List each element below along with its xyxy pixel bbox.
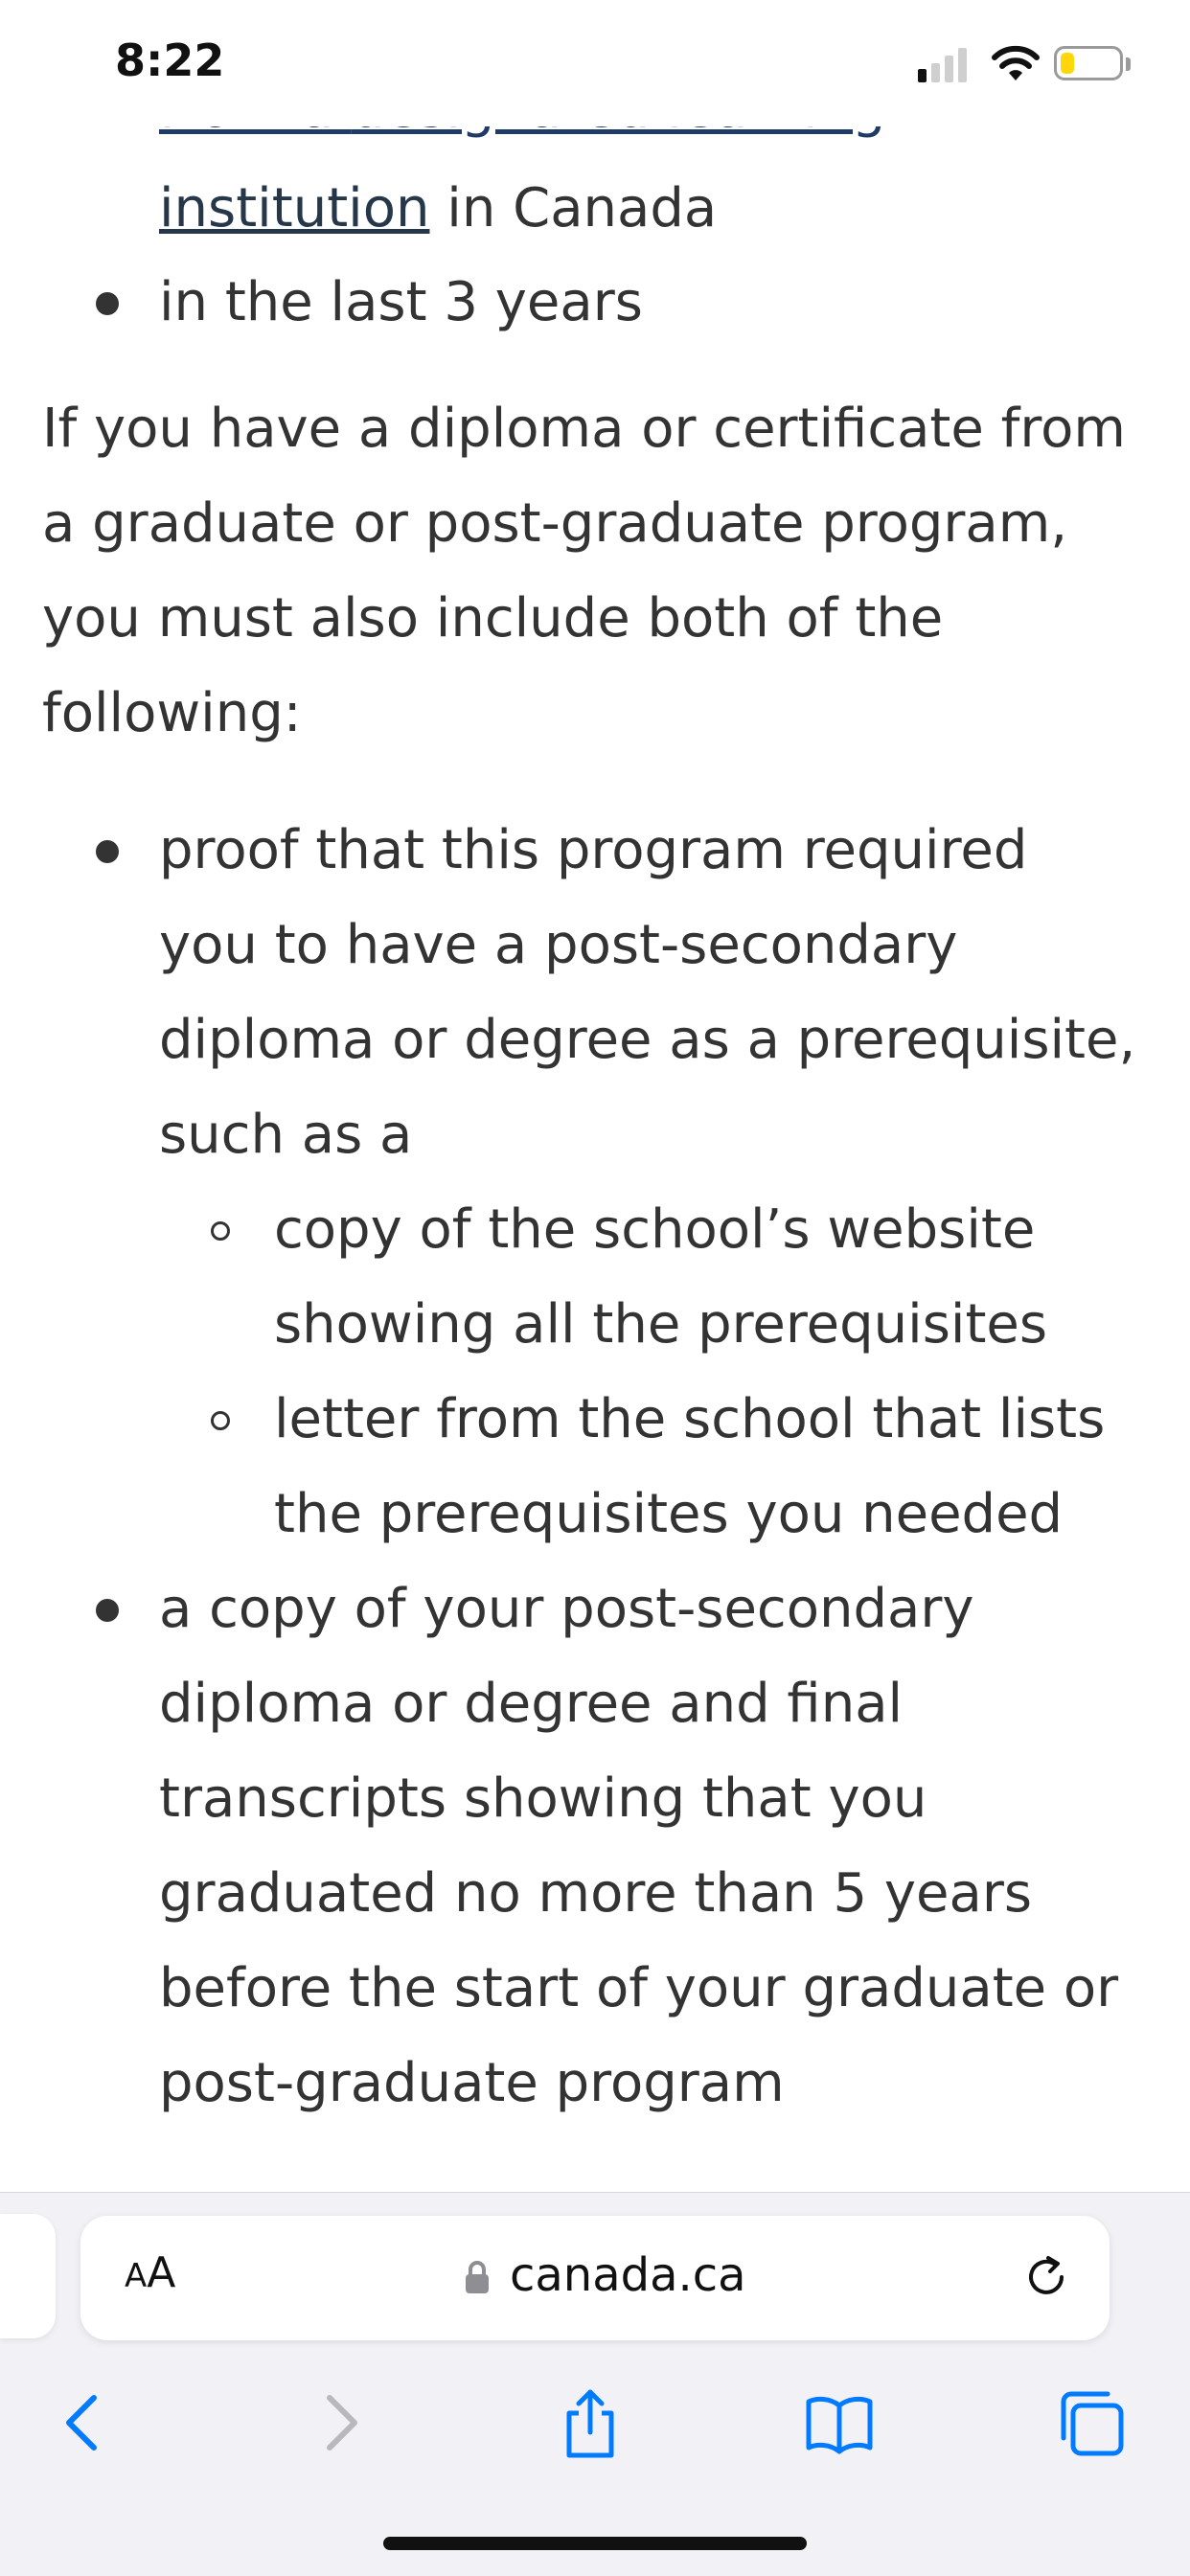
bullet-icon	[96, 292, 119, 315]
paragraph-line: If you have a diploma or certificate from	[42, 398, 1126, 460]
sub-list-item: showing all the prerequisites	[274, 1293, 1048, 1356]
wifi-icon	[991, 44, 1041, 82]
circle-bullet-icon	[211, 1221, 230, 1241]
sub-list-item: copy of the school’s website	[274, 1198, 1036, 1261]
previous-tab-preview[interactable]	[0, 2214, 56, 2338]
lock-icon	[464, 2260, 491, 2294]
list-item: diploma or degree as a prerequisite,	[159, 1009, 1136, 1071]
list-item: transcripts showing that you	[159, 1767, 927, 1830]
bullet-icon	[96, 840, 119, 863]
list-item: in the last 3 years	[159, 271, 643, 333]
home-indicator[interactable]	[383, 2537, 807, 2550]
list-item: before the start of your graduate or	[159, 1957, 1119, 2019]
list-item: such as a	[159, 1104, 413, 1166]
circle-bullet-icon	[211, 1411, 230, 1430]
page-content	[0, 67, 1190, 2194]
reload-icon[interactable]	[1019, 2250, 1073, 2304]
cellular-signal-icon	[918, 44, 970, 82]
address-bar[interactable]	[80, 2216, 1110, 2340]
share-icon[interactable]	[552, 2384, 629, 2461]
url-text[interactable]: canada.ca	[510, 2248, 746, 2302]
status-bar	[0, 0, 1190, 126]
chevron-right-icon[interactable]	[303, 2384, 379, 2461]
sub-list-item: letter from the school that lists	[274, 1388, 1106, 1450]
paragraph-line: you must also include both of the	[42, 587, 944, 650]
browser-toolbar	[0, 2192, 1190, 2576]
list-item: a copy of your post-secondary	[159, 1578, 974, 1640]
list-item: post-graduate program	[159, 2052, 785, 2114]
chevron-left-icon[interactable]	[44, 2384, 121, 2461]
battery-icon	[1054, 46, 1123, 80]
paragraph-line: a graduate or post-graduate program,	[42, 492, 1068, 555]
list-item: you to have a post-secondary	[159, 914, 958, 976]
list-item: diploma or degree and final	[159, 1673, 904, 1735]
book-icon[interactable]	[801, 2384, 878, 2461]
reader-settings-button[interactable]: AA	[125, 2248, 176, 2297]
paragraph-line: following:	[42, 682, 302, 744]
sub-list-item: the prerequisites you needed	[274, 1483, 1064, 1545]
list-item: proof that this program required	[159, 819, 1028, 881]
tabs-icon[interactable]	[1054, 2384, 1131, 2461]
status-time: 8:22	[115, 34, 225, 86]
list-item: graduated no more than 5 years	[159, 1862, 1033, 1925]
institution-link[interactable]: institution	[159, 177, 430, 239]
bullet-icon	[96, 1599, 119, 1622]
list-item-text: institution in Canada	[159, 177, 718, 239]
